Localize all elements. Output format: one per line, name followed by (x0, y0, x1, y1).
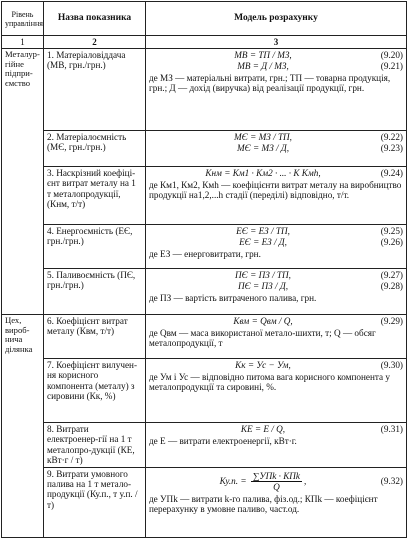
column-index-row (2, 36, 407, 49)
formula-number: (9.32) (380, 475, 403, 486)
model-cell (146, 467, 407, 537)
index-1: 1 (2, 36, 44, 49)
indicator-cell: 9. Витрати умовного палива на 1 т метало-продукції (Ку.п., т у.п. / т) (44, 467, 146, 537)
index-2: 2 (44, 36, 146, 49)
formula-number: (9.30) (380, 360, 403, 370)
formula-number: (9.27) (380, 270, 403, 280)
formula: МВ = ТП / МЗ, (9.20) (234, 50, 403, 60)
table-row (2, 315, 407, 359)
indicators-table (1, 1, 407, 538)
table-row (2, 467, 407, 537)
formula-description: де МЗ — матеріальні витрати, грн.; ТП — товарна продукція, грн.; Д — дохід (виручка) від реалізації продукції, грн. (149, 73, 391, 94)
formula-description: де Qвм — маса використаної метало-шихти, т; Q — обсяг металопродукції, т (149, 328, 376, 349)
formula-description: де Ум і Ус — відповідно питома вага корисного компонента у металопродукції та сировині, %. (149, 372, 390, 393)
formula: Квм = Qвм / Q, (9.29) (233, 316, 403, 326)
table-row (2, 269, 407, 315)
indicator-cell: 6. Коефіцієнт витрат металу (Квм, т/т) (44, 315, 146, 359)
formula: Кнм = Км1 · Км2 · ... · К Кмh, (9.24) (205, 168, 403, 178)
header-indicator: Назва показника (44, 2, 146, 36)
indicator-cell: 3. Наскрізний коефіці-єнт витрат металу на 1 т металопродукції, (Кнм, т/т) (44, 167, 146, 225)
formula: Кк = Ус − Ум, (9.30) (235, 360, 403, 370)
formula-number: (9.21) (380, 61, 403, 71)
formula-number: (9.23) (380, 143, 403, 153)
model-cell (146, 131, 407, 167)
formula: Ку.п. = $\frac{\text{∑УПk · КПk}}{Q}$ , (9.32) (149, 469, 403, 493)
table-row (2, 167, 407, 225)
table-row (2, 225, 407, 269)
formula: КЕ = Е / Q, (9.31) (240, 424, 403, 434)
indicator-cell: 1. Матеріаловіддача (МВ, грн./грн.) (44, 49, 146, 131)
table-row (2, 359, 407, 423)
index-3: 3 (146, 36, 407, 49)
formula: ПЄ = ПЗ / ТП, (9.27) (235, 270, 403, 280)
formula: МВ = Д / МЗ, (9.21) (237, 61, 403, 71)
fraction (251, 471, 302, 492)
formula: ЕЄ = ЕЗ / ТП, (9.25) (236, 226, 403, 236)
model-cell (146, 225, 407, 269)
formula-number: (9.29) (380, 316, 403, 326)
model-cell (146, 423, 407, 468)
table-row (2, 423, 407, 468)
formula-number: (9.22) (380, 132, 403, 142)
fraction-denominator: Q (273, 482, 280, 493)
model-cell (146, 359, 407, 423)
model-cell (146, 315, 407, 359)
indicator-cell: 8. Витрати електроенер-гії на 1 т металопро-дукції (КЕ, кВт·г / т) (44, 423, 146, 468)
formula-description: де ПЗ — вартість витраченого палива, грн. (149, 293, 317, 303)
table-header-row (2, 2, 407, 36)
formula-description: де Е — витрати електроенергії, кВт·г. (149, 436, 297, 446)
formula: ПЄ = ПЗ / Д, (9.28) (237, 281, 403, 291)
formula-number: (9.31) (380, 424, 403, 434)
model-cell (146, 49, 407, 131)
formula-number: (9.28) (380, 281, 403, 291)
table-row (2, 131, 407, 167)
fraction-numerator: ∑УПk · КПk (252, 471, 301, 482)
formula-number: (9.25) (380, 226, 403, 236)
formula-description: де Км1, Км2, Кмh — коефіцієнти витрат металу на виробництво продукції на1,2,...h стадії (переділі) відповідно, т/т. (149, 180, 402, 201)
formula-description: де ЕЗ — енерговитрати, грн. (149, 249, 261, 259)
level-metal-enterprise: Металур-гійне підпри-ємство (2, 49, 44, 315)
formula-description: де УПk — витрати k-го палива, фіз.од.; КПk — коефіцієнт перерахунку в умовне паливо, част.од. (149, 493, 378, 515)
level-shop: Цех, вироб-нича ділянка (2, 315, 44, 538)
indicator-cell: 7. Коефіцієнт вилучен-ня корисного компонента (металу) з сировини (Кк, %) (44, 359, 146, 423)
table-row (2, 49, 407, 131)
formula: МЄ = МЗ / ТП, (9.22) (234, 132, 403, 142)
model-cell (146, 269, 407, 315)
indicator-cell: 4. Енергоємність (ЕЄ, грн./грн.) (44, 225, 146, 269)
formula-number: (9.20) (380, 50, 403, 60)
indicator-cell: 2. Матеріалоємність (МЄ, грн./грн.) (44, 131, 146, 167)
formula-number: (9.24) (380, 168, 403, 178)
formula-number: (9.26) (380, 237, 403, 247)
header-model: Модель розрахунку (146, 2, 407, 36)
indicator-cell: 5. Паливоємність (ПЄ, грн./грн.) (44, 269, 146, 315)
header-level: Рівень управління (2, 2, 44, 36)
formula: МЄ = МЗ / Д, (9.23) (236, 143, 403, 153)
model-cell (146, 167, 407, 225)
formula: ЕЄ = ЕЗ / Д, (9.26) (239, 237, 403, 247)
